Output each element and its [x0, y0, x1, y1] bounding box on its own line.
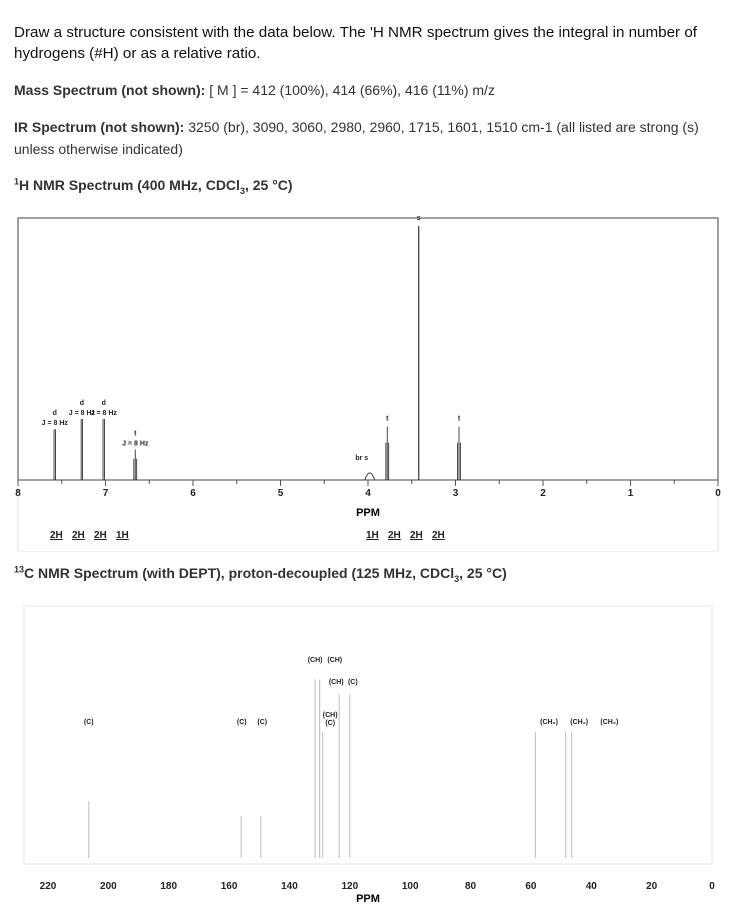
ir-spectrum-line [14, 119, 699, 135]
cnmr-title-end: , 25 °C) [459, 564, 507, 581]
intro-text: Draw a structure consistent with the data below. The 'H NMR spectrum gives the integral in number of hydrogens (#H) or as a relative ratio. [14, 24, 697, 62]
cnmr-dept-label: (CH) [328, 679, 344, 686]
hnmr-peak-multiplicity: s [416, 215, 421, 222]
hnmr-title-text: H NMR Spectrum (400 MHz, CDCl [19, 176, 240, 193]
hnmr-integral: 2H [72, 530, 85, 541]
hnmr-tick-label: 3 [452, 488, 459, 499]
hnmr-peak-multiplicity: br s [355, 454, 369, 462]
mass-spectrum-label: Mass Spectrum (not shown): [14, 82, 206, 98]
ir-spectrum-line-2: unless otherwise indicated) [14, 141, 183, 157]
ir-spectrum-label: IR Spectrum (not shown): [14, 119, 185, 135]
cnmr-dept-label: (C) [83, 719, 94, 726]
hnmr-peak-coupling: J = 8 Hz [122, 440, 149, 448]
hnmr-peak-multiplicity: t [457, 415, 461, 423]
hnmr-peak-multiplicity: d [101, 400, 106, 408]
cnmr-tick-label: 120 [341, 881, 359, 892]
cnmr-tick-label: 40 [585, 881, 597, 892]
cnmr-dept-label: (CH₂) [570, 719, 589, 726]
hnmr-peak-multiplicity: d [79, 400, 85, 408]
cnmr-dept-label: (CH₂) [600, 719, 619, 726]
cnmr-tick-label: 20 [646, 881, 658, 892]
cnmr-tick-label: 220 [39, 881, 57, 892]
mass-spectrum-line [14, 82, 495, 98]
hnmr-tick-label: 7 [102, 488, 109, 499]
hnmr-peak-multiplicity: t [386, 415, 389, 423]
hnmr-integral: 2H [50, 530, 63, 541]
hnmr-integral: 2H [410, 530, 423, 541]
cnmr-tick-label: 60 [525, 881, 537, 892]
cnmr-tick-label: 0 [709, 881, 715, 892]
mass-spectrum-value: [ M ] = 412 (100%), 414 (66%), 416 (11%) m/z [205, 82, 495, 98]
cnmr-dept-label: (C) [236, 719, 247, 726]
cnmr-tick-label: 180 [160, 881, 178, 892]
cnmr-dept-label: (CH) [322, 712, 338, 719]
cnmr-dept-label: (CH) [307, 657, 323, 664]
hnmr-peak-coupling: J = 8 Hz [41, 420, 68, 428]
cnmr-tick-label: 140 [281, 881, 298, 892]
hnmr-tick-label: 8 [15, 488, 21, 499]
cnmr-dept-label: (C) [257, 719, 268, 726]
cnmr-title-sup: 13 [14, 564, 25, 574]
hnmr-title-end: , 25 °C) [244, 176, 293, 193]
cnmr-tick-label: 160 [220, 881, 238, 892]
cnmr-title [14, 564, 507, 583]
cnmr-tick-label: 200 [100, 881, 117, 892]
hnmr-integral: 2H [432, 530, 445, 541]
hnmr-integral: 2H [94, 530, 107, 541]
cnmr-chart [0, 600, 754, 915]
hnmr-peak-coupling: J = 8 Hz [90, 410, 117, 418]
hnmr-title [14, 176, 293, 195]
hnmr-integral: 1H [116, 530, 129, 541]
cnmr-dept-label: (CH) [327, 657, 343, 664]
hnmr-title-sub: 3 [239, 185, 245, 196]
hnmr-tick-label: 5 [277, 488, 284, 499]
cnmr-title-sub: 3 [454, 573, 460, 584]
hnmr-integral: 2H [388, 530, 401, 541]
cnmr-axis-label: PPM [356, 893, 380, 905]
hnmr-tick-label: 4 [365, 488, 371, 499]
hnmr-title-sup: 1 [14, 176, 20, 186]
cnmr-title-text: C NMR Spectrum (with DEPT), proton-decoupled (125 MHz, CDCl [24, 564, 455, 581]
cnmr-tick-label: 100 [401, 881, 419, 892]
hnmr-chart [0, 212, 754, 552]
ir-spectrum-value: 3250 (br), 3090, 3060, 2980, 2960, 1715, 1601, 1510 cm-1 (all listed are strong (s) [184, 119, 699, 135]
cnmr-tick-label: 80 [464, 881, 477, 892]
hnmr-integral: 1H [366, 530, 379, 541]
hnmr-peak-multiplicity: t [134, 430, 137, 438]
hnmr-axis-label: PPM [356, 507, 380, 519]
hnmr-tick-label: 6 [190, 488, 196, 499]
cnmr-dept-label: (CH₂) [540, 719, 558, 726]
cnmr-dept-label: (C) [347, 679, 358, 686]
hnmr-peak-coupling: J = 8 Hz [68, 410, 96, 418]
hnmr-tick-label: 0 [715, 488, 721, 499]
cnmr-plot-frame [24, 606, 712, 864]
hnmr-tick-label: 2 [540, 488, 546, 499]
hnmr-tick-label: 1 [627, 488, 634, 499]
hnmr-peak-multiplicity: d [52, 410, 57, 418]
cnmr-dept-label: (C) [325, 720, 336, 727]
